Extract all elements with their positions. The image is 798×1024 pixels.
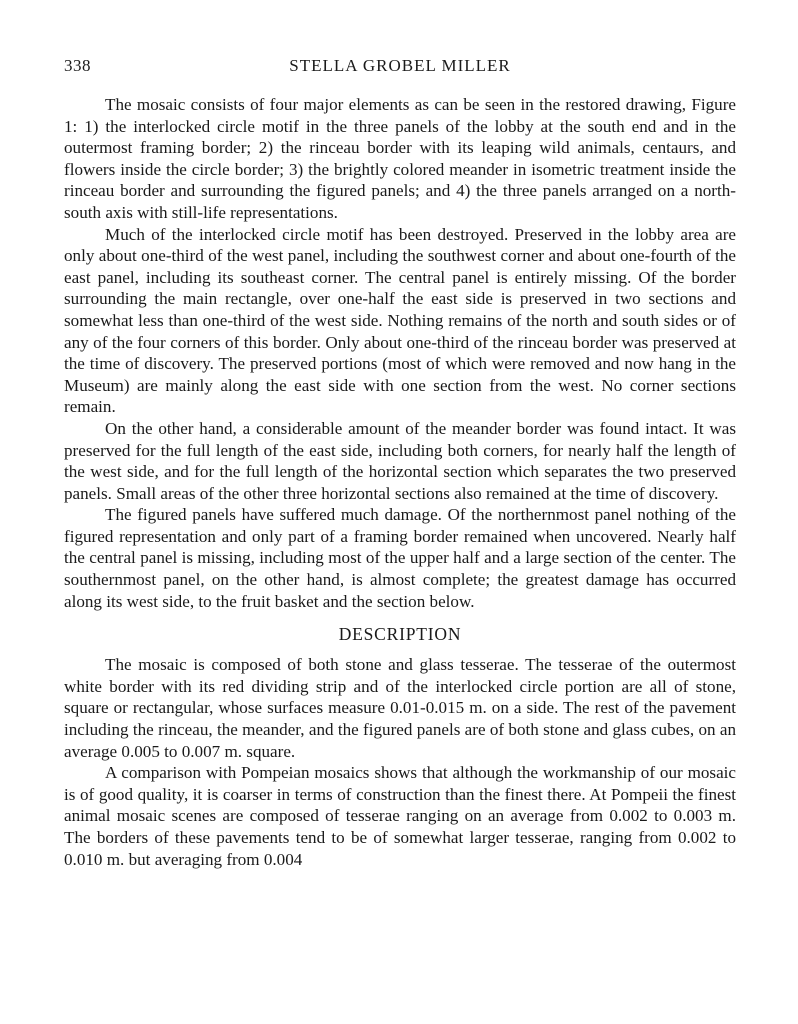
paragraph: Much of the interlocked circle motif has been destroyed. Preserved in the lobby area are only about one-third of the west panel, including the southwest corner and about one-fourth of the east panel, including its southeast corner. The central panel is entirely missing. Of the border surrounding the main rectangle, over one-half the east side is preserved in two sections and somewhat less than one-third of the west side. Nothing remains of the north and south sides or of any of the four corners of this border. Only about one-third of the rinceau border was preserved at the time of discovery. The preserved portions (most of which were removed and now hang in the Museum) are mainly along the east side with one section from the west. No corner sections remain. xyxy=(64,224,736,417)
running-head: STELLA GROBEL MILLER xyxy=(289,56,511,75)
paragraph: On the other hand, a considerable amount of the meander border was found intact. It was preserved for the full length of the east side, including both corners, for nearly half the length of the west side, and for the full length of the horizontal section which separates the two preserved panels. Small areas of the other three horizontal sections also remained at the time of discovery. xyxy=(64,418,736,503)
paragraph: The mosaic consists of four major elements as can be seen in the restored drawing, Figure 1: 1) the interlocked circle motif in the three panels of the lobby at the south end and in the outermost framing border; 2) the rinceau border with its leaping wild animals, centaurs, and flowers inside the circle border; 3) the brightly colored meander in isometric treatment inside the rinceau border and surrounding the figured panels; and 4) the three panels arranged on a north-south axis with still-life representations. xyxy=(64,95,736,222)
paragraph: A comparison with Pompeian mosaics shows that although the workmanship of our mosaic is of good quality, it is coarser in terms of construction than the finest there. At Pompeii the finest animal mosaic scenes are composed of tesserae ranging on an average from 0.002 to 0.003 m. The borders of these pavements tend to be of somewhat larger tesserae, ranging from 0.002 to 0.010 m. but averaging from 0.004 xyxy=(64,763,736,869)
page-header xyxy=(64,56,736,82)
page xyxy=(64,56,736,870)
body-text xyxy=(64,94,736,870)
page-number: 338 xyxy=(64,56,91,75)
section-heading: DESCRIPTION xyxy=(338,624,462,645)
paragraph: The figured panels have suffered much damage. Of the northernmost panel nothing of the figured representation and only part of a framing border remained when uncovered. Nearly half the central panel is missing, including most of the upper half and a large section of the center. The southernmost panel, on the other hand, is almost complete; the greatest damage has occurred along its west side, to the fruit basket and the section below. xyxy=(64,505,736,611)
paragraph: The mosaic is composed of both stone and glass tesserae. The tesserae of the outermost white border with its red dividing strip and of the interlocked circle portion are all of stone, square or rectangular, whose surfaces measure 0.01-0.015 m. on a side. The rest of the pavement including the rinceau, the meander, and the figured panels are of both stone and glass cubes, on an average 0.005 to 0.007 m. square. xyxy=(64,655,736,761)
